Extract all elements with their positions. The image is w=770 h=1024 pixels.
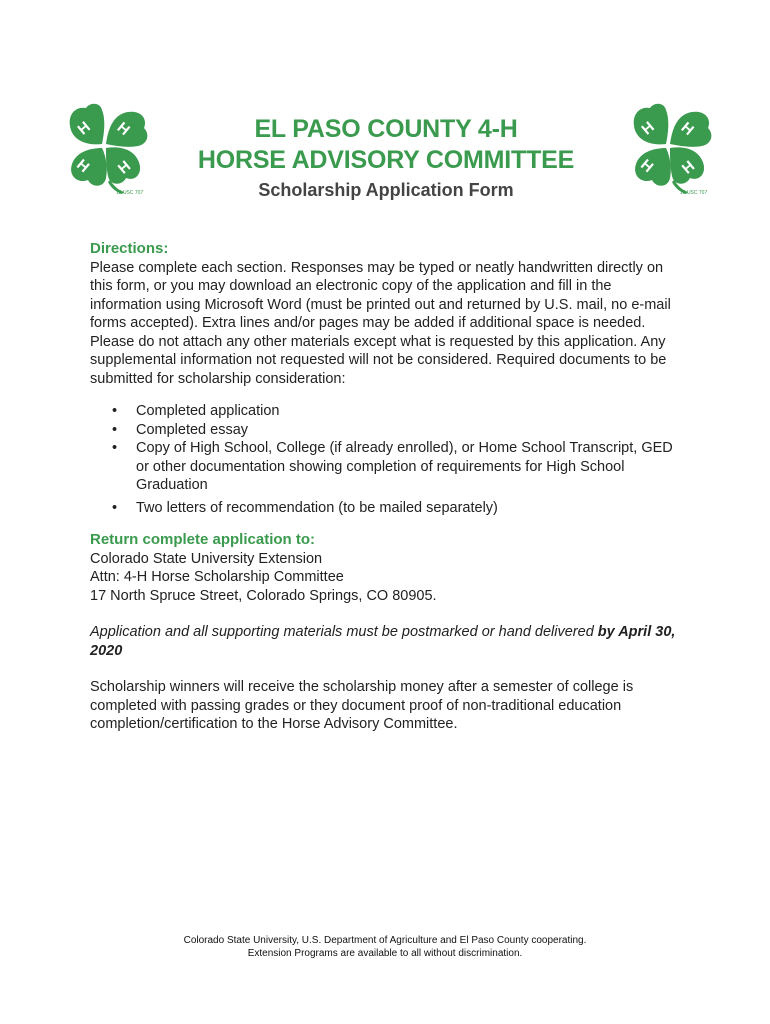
form-directions-content [90, 240, 685, 734]
bullet-icon: • [112, 421, 118, 438]
header [170, 114, 602, 201]
list-item: • Completed application [112, 403, 280, 419]
list-item: • Copy of High School, College (if already enrolled), or Home School Transcript, GED or other documentation showing completion of requirements for High School Graduation [112, 440, 673, 493]
svg-text:H: H [114, 157, 135, 178]
return-heading: Return complete application to: [90, 531, 316, 548]
return-address-line2: Attn: 4-H Horse Scholarship Committee [90, 569, 344, 585]
svg-text:18 USC 707: 18 USC 707 [116, 190, 144, 196]
footer [0, 934, 770, 960]
page-title-line2: HORSE ADVISORY COMMITTEE [197, 146, 575, 174]
page-title-line1: EL PASO COUNTY 4-H [254, 115, 518, 143]
svg-text:H: H [73, 156, 93, 177]
svg-text:H: H [678, 157, 699, 178]
bullet-icon: • [112, 440, 118, 456]
scholarship-winners-note: Scholarship winners will receive the scholarship money after a semester of college is completed with passing grades or they document proof of non-traditional education completion/certification to the Horse Advisory Committee. [90, 679, 634, 732]
deadline-date: by April 30, 2020 [90, 624, 676, 659]
svg-text:18 USC 707: 18 USC 707 [680, 190, 708, 196]
return-address-line1: Colorado State University Extension [90, 550, 323, 567]
directions-heading: Directions: [90, 240, 169, 257]
clover-icon [620, 96, 716, 196]
list-item: • Two letters of recommendation (to be mailed separately) [112, 499, 498, 516]
list-item: • Completed essay [112, 421, 249, 438]
return-address-line3: 17 North Spruce Street, Colorado Springs, CO 80905. [90, 587, 437, 604]
bullet-icon: • [112, 403, 118, 419]
required-documents-list [90, 402, 685, 517]
deadline-note: Application and all supporting materials must be postmarked or hand delivered by April 30, 2020 [90, 624, 676, 659]
clover-icon [56, 96, 152, 196]
svg-text:H: H [638, 118, 658, 139]
footer-line2: Extension Programs are available to all without discrimination. [247, 948, 523, 959]
svg-text:H: H [74, 118, 94, 139]
footer-line1: Colorado State University, U.S. Department of Agriculture and El Paso County cooperating. [183, 935, 587, 946]
svg-text:H: H [637, 156, 657, 177]
svg-text:H: H [113, 119, 133, 140]
4h-clover-logo-right [620, 96, 716, 196]
directions-body: Please complete each section. Responses may be typed or neatly handwritten directly on this form, or you may download an electronic copy of the application and fill in the information using Microsoft Word (must be printed out and returned by U.S. mail, no e-mail forms accepted). Extra lines and/or pages may be added if additional space is needed. Please do not attach any other materials except what is requested by this application. Any supplemental information not requested will not be considered. Required documents to be submitted for scholarship consideration: [90, 259, 671, 387]
page-subtitle: Scholarship Application Form [258, 180, 514, 200]
4h-clover-logo-left [56, 96, 152, 196]
svg-text:H: H [677, 119, 697, 140]
bullet-icon: • [112, 499, 118, 516]
